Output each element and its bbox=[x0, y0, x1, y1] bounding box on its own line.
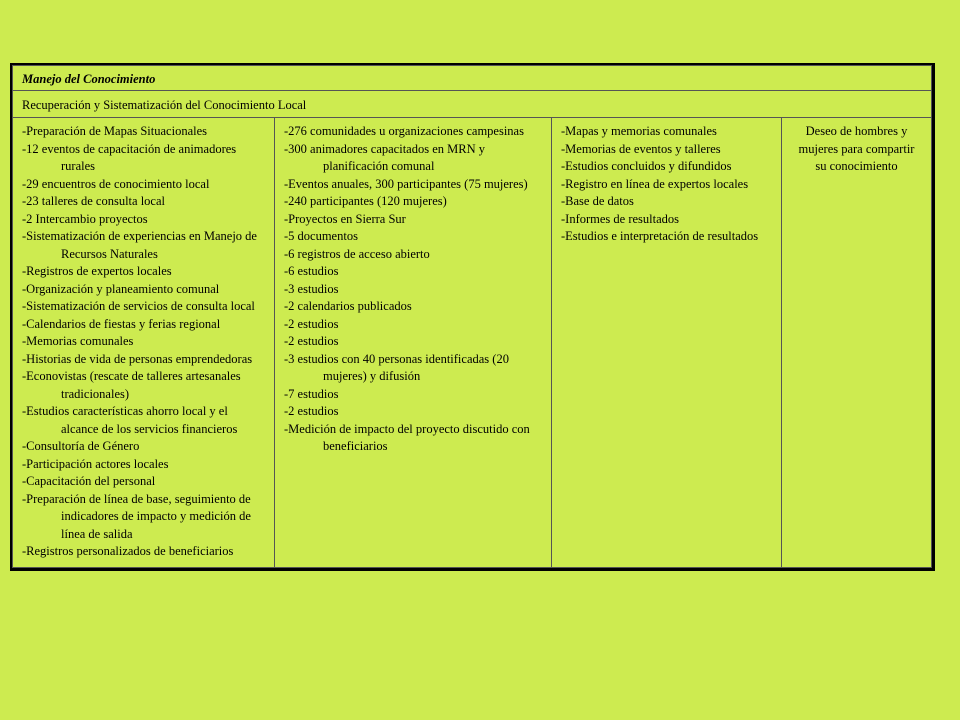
list-item: -Memorias de eventos y talleres bbox=[561, 141, 721, 156]
list-item: -Base de datos bbox=[561, 194, 634, 208]
list-item: -3 estudios bbox=[284, 281, 339, 296]
list-item: -300 animadores capacitados en MRN y planificación comunal bbox=[284, 141, 485, 173]
list-item: -Estudios características ahorro local y el alcance de los servicios financieros bbox=[22, 404, 238, 436]
list-item: -Registros personalizados de beneficiarios bbox=[22, 544, 234, 558]
actividades-cell bbox=[13, 118, 275, 568]
content-row bbox=[13, 118, 932, 568]
list-item: -Participación actores locales bbox=[22, 456, 169, 471]
list-item: -Estudios e interpretación de resultados bbox=[561, 229, 759, 243]
list-item: -7 estudios bbox=[284, 386, 339, 401]
list-item: -29 encuentros de conocimiento local bbox=[22, 176, 210, 191]
list-item: -6 estudios bbox=[284, 264, 339, 278]
title-row bbox=[13, 66, 932, 91]
list-item: -Consultoría de Género bbox=[22, 439, 140, 453]
list-item: -Proyectos en Sierra Sur bbox=[284, 211, 406, 226]
metas-cell bbox=[275, 118, 552, 568]
list-item: -2 Intercambio proyectos bbox=[22, 211, 148, 226]
list-item: -6 registros de acceso abierto bbox=[284, 246, 430, 261]
list-item: -Registros de expertos locales bbox=[22, 264, 172, 278]
list-item: -Preparación de línea de base, seguimiento de indicadores de impacto y medición de línea de salida bbox=[22, 491, 251, 541]
list-item: -Econovistas (rescate de talleres artesanales tradicionales) bbox=[22, 369, 241, 401]
table bbox=[12, 65, 932, 568]
list-item: -Medición de impacto del proyecto discutido con beneficiarios bbox=[284, 421, 530, 453]
table-title: Manejo del Conocimiento bbox=[13, 66, 932, 91]
list-item: -3 estudios con 40 personas identificadas (20 mujeres) y difusión bbox=[284, 351, 509, 383]
list-item: -Organización y planeamiento comunal bbox=[22, 281, 220, 296]
list-item: -Calendarios de fiestas y ferias regional bbox=[22, 316, 221, 331]
supuestos-cell: Deseo de hombres y mujeres para compartir su conocimiento bbox=[782, 118, 932, 568]
list-item: -Sistematización de experiencias en Manejo de Recursos Naturales bbox=[22, 229, 257, 261]
list-item: -2 calendarios publicados bbox=[284, 299, 412, 313]
list-item: -Informes de resultados bbox=[561, 211, 680, 226]
knowledge-management-table bbox=[10, 63, 935, 571]
subtitle-row bbox=[13, 91, 932, 118]
list-item: -276 comunidades u organizaciones campesinas bbox=[284, 124, 524, 138]
table-subtitle: Recuperación y Sistematización del Conocimiento Local bbox=[13, 91, 932, 118]
list-item: -2 estudios bbox=[284, 404, 339, 418]
list-item: -240 participantes (120 mujeres) bbox=[284, 194, 447, 208]
list-item: -5 documentos bbox=[284, 229, 358, 243]
list-item: -Estudios concluidos y difundidos bbox=[561, 159, 732, 173]
list-item: -Historias de vida de personas emprendedoras bbox=[22, 351, 253, 366]
list-item: -23 talleres de consulta local bbox=[22, 194, 165, 208]
list-item: -2 estudios bbox=[284, 316, 339, 331]
list-item: -Sistematización de servicios de consulta local bbox=[22, 299, 255, 313]
list-item: -Capacitación del personal bbox=[22, 474, 156, 488]
productos-cell bbox=[552, 118, 782, 568]
list-item: -2 estudios bbox=[284, 334, 339, 348]
list-item: -Preparación de Mapas Situacionales bbox=[22, 124, 208, 138]
list-item: -Registro en línea de expertos locales bbox=[561, 176, 749, 191]
list-item: -12 eventos de capacitación de animadores rurales bbox=[22, 141, 237, 173]
list-item: -Memorias comunales bbox=[22, 334, 134, 348]
list-item: -Mapas y memorias comunales bbox=[561, 124, 717, 138]
list-item: -Eventos anuales, 300 participantes (75 mujeres) bbox=[284, 176, 528, 191]
